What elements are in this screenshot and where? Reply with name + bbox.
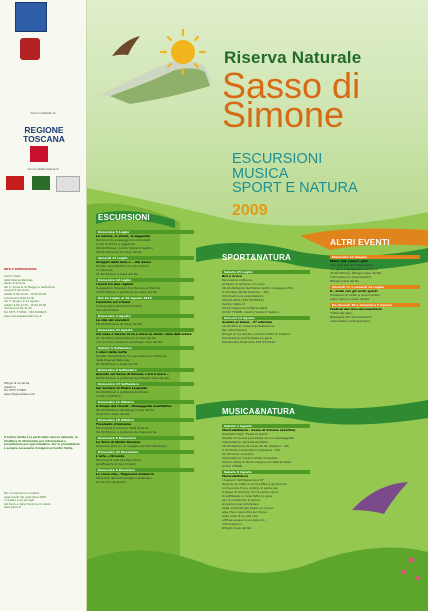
event-title: Il tempo dei ricordi - Passeggiata meditativa xyxy=(96,404,172,408)
text-line: dal 1° Aprile al 31 Maggio e Settembre: xyxy=(4,285,56,289)
event-date: Sabato 25 Luglio xyxy=(222,270,310,274)
event-detail: e da Pozzo Cantoniera (Carpegna - PU) xyxy=(222,448,281,452)
event-item xyxy=(96,256,194,276)
event-detail: 21.00 Ritrovo a Casa del Re xyxy=(96,362,138,366)
event-date: Domenica 18 Ottobre xyxy=(96,418,194,422)
provincia-arezzo-logo xyxy=(20,38,40,60)
event-date: Domenica 13 Settembre xyxy=(96,382,194,386)
event-date: Domenica 6 Settembre xyxy=(96,368,194,372)
event-detail: 15.00 Ritrovo: Rifugio Casa del Re xyxy=(330,271,382,275)
event-detail: Escursione sull'arte figurativa: xyxy=(96,458,142,462)
sub-musica: MUSICA xyxy=(232,165,289,182)
event-detail: (0722 75508) xyxy=(222,464,243,468)
text-line: sabato 9.00-12.00 - 15.00-18.00 xyxy=(4,292,47,296)
event-item xyxy=(222,424,310,468)
title-main xyxy=(222,65,361,135)
sport-list xyxy=(222,268,310,344)
event-detail: I Sussurri dell'Appennino III° xyxy=(222,478,265,482)
text-line: in questo e nei siti web xyxy=(4,499,35,503)
event-detail: Centro Visita di xyxy=(222,302,245,306)
event-detail: Suggestivo itinerario tra Toscana e Marche xyxy=(96,286,161,290)
text-line: dal 1° Giugno al 31 Agosto: xyxy=(4,300,40,304)
text-line: Tel. 0575 772807 xyxy=(4,389,27,393)
event-detail: Informazioni: Centro Visita di Sestino, xyxy=(222,456,279,460)
event-item xyxy=(330,303,420,323)
note-lines xyxy=(4,436,82,450)
event-date: Domenica 2 Agosto xyxy=(96,314,194,318)
event-title: E...state con gli occhi aperti xyxy=(330,289,378,293)
text-line: Il Centro Visita è la porta della riserva naturale, la struttura di riferimento per informazioni e prenotazioni per ogni iniziativa. Per le prenotazioni è sempre necessario rivolgersi al Centro Visita. xyxy=(4,436,80,450)
event-detail: sulla natura a Casa del Re xyxy=(330,297,370,301)
event-title: La Terra di Monte Rosseso xyxy=(96,440,141,444)
text-line: della Riserva Naturale xyxy=(4,278,33,282)
event-detail: Itinerario: Casa del Re xyxy=(96,412,130,416)
event-detail: Proiezioni di video e documentari xyxy=(330,293,381,297)
event-detail: Centro Visita di Ponte Cappuccini-Pietrarubbia xyxy=(222,460,292,464)
event-detail: al pianoro per ammirare xyxy=(222,502,259,506)
event-detail: per la colazione. Si arriva xyxy=(222,498,261,502)
collab-label: Con la collaborazione di xyxy=(27,168,59,171)
event-detail: (0722 75508), Centro Visita di Sestino xyxy=(222,310,280,314)
event-date: Sabato 8 Agosto xyxy=(222,470,310,474)
altri-heading: ALTRI EVENTI xyxy=(330,237,390,247)
event-title: Foveluzzo d'Autunno xyxy=(96,422,132,426)
event-date: Domenica 8 Novembre xyxy=(96,436,194,440)
event-detail: 09.30 Partenza dal Rifugio Casa del Re xyxy=(96,408,155,412)
collab-logo-3 xyxy=(56,176,80,192)
text-line: e domenica 9.00-12.30 xyxy=(4,296,35,300)
event-item xyxy=(96,418,194,434)
comunita-montana-logo xyxy=(15,2,47,32)
info-lines xyxy=(4,275,82,318)
event-item xyxy=(330,255,420,283)
event-detail: il Sasso di Simone con le pietre carico xyxy=(222,490,279,494)
event-detail: dalla sommità del Sasso un nuovo xyxy=(222,506,274,510)
text-line: Per il programma completo xyxy=(4,492,40,495)
title-line2: Sasso di xyxy=(222,65,361,106)
event-detail: 18.00 Ritrovo e partenza da Casa del Re xyxy=(96,290,157,294)
sub-sport: SPORT E NATURA xyxy=(232,180,358,196)
event-detail: Quartetto Klan "Festa in piano" xyxy=(222,432,269,436)
event-date: Sabato 1 Agosto xyxy=(222,424,310,428)
event-detail: Rifugio Casa del Re xyxy=(222,526,252,530)
event-detail: Prenotazioni partecipazione gara: xyxy=(222,336,273,340)
event-title: Sui sentieri di Pietro Leopoldo xyxy=(96,386,148,390)
event-title: Col naso e tasche in su a mirar le stelle: cielo dell'estate xyxy=(96,332,192,336)
text-line: domenica 9.00-12.30 xyxy=(4,307,32,311)
event-detail: 16.00 Ritrovo della manifestazione xyxy=(222,324,275,328)
event-detail: sole che si specchia sul mare... xyxy=(222,510,269,514)
event-detail: Informazioni e prenotazioni: xyxy=(222,294,265,298)
event-item xyxy=(96,296,194,312)
event-detail: soffuse sussurra sul pianoro... xyxy=(222,518,267,522)
event-item xyxy=(96,328,194,344)
musica-heading: MUSICA&NATURA xyxy=(222,407,296,416)
event-item xyxy=(96,230,194,254)
event-title: L'arte...ritrovata xyxy=(96,454,125,458)
event-detail: di sottilieste e corsa fatta in pace xyxy=(222,494,273,498)
event-detail: Polisportiva Pollicione 339 5774511 xyxy=(222,340,276,344)
event-item xyxy=(96,368,194,380)
event-date: Dal 24 Luglio al 30 Agosto 2010 xyxy=(96,296,194,300)
event-item xyxy=(96,346,194,366)
event-title: Bici e bruco xyxy=(222,274,242,278)
event-detail: Escursione tra boschi della Riserva xyxy=(96,426,149,430)
event-detail: Rifugio Casa del Re xyxy=(330,279,360,283)
toscana-word: TOSCANA xyxy=(23,134,65,144)
event-detail: si muovono fra le ombre, si parte per xyxy=(222,486,278,490)
text-line: www.parks.it xyxy=(4,506,21,510)
collab-logo-2 xyxy=(32,176,50,190)
event-detail: al Sasso di Simone con cena xyxy=(222,282,265,286)
event-detail: 09.00 Ritrovo: Centro Visita di Sestino xyxy=(96,246,154,250)
event-detail: Rifugio di Ca del Re e Centro Visita di Sestino. xyxy=(222,332,291,336)
event-detail: con gare a gruppi per i bambini xyxy=(330,267,378,271)
event-date: Sabato 5 Settembre xyxy=(96,346,194,350)
text-line: sabato 9.00-12.30 - 15.00-18.00 xyxy=(4,303,47,307)
event-item xyxy=(96,382,194,398)
event-item xyxy=(222,270,310,314)
event-date: Venerdì 17 Luglio xyxy=(96,256,194,260)
sub-escursioni: ESCURSIONI xyxy=(232,151,323,167)
event-detail: naturalistica nell'area protetta. xyxy=(222,440,269,444)
escursioni-heading: ESCURSIONI xyxy=(98,213,150,222)
event-title: Quando sul Sasso di Simone c'era il mare... xyxy=(96,372,170,376)
event-detail: Quando la notte è ancora fitta e gli animali xyxy=(222,482,287,486)
text-line: (Sestino) xyxy=(4,385,16,389)
event-date: Domenica 22 Novembre xyxy=(96,450,194,454)
event-title: La natura, la storia, le leggende xyxy=(96,234,151,238)
event-detail: 08.00 Partenza da Casa del Re xyxy=(96,322,142,326)
event-date: Domenica 6 Dicembre xyxy=(96,468,194,472)
event-detail: Serata di musica preceduta da una passeggiata xyxy=(222,436,294,440)
event-title: Le rocce che...fingevano d'azzurro xyxy=(96,472,155,476)
event-detail: Una giornata all'orienteering xyxy=(330,263,374,267)
text-line: Sasso di Simone xyxy=(4,282,26,286)
event-date: Da Giovedì 30 a domenica 2 Agosto xyxy=(330,303,420,307)
event-detail: le macine da guado xyxy=(96,480,126,484)
event-detail: 21.00 Inizio concerto xyxy=(222,452,254,456)
regione-word: REGIONE xyxy=(24,125,64,135)
altri-list xyxy=(330,253,420,323)
event-detail: Percorso tra paesaggi incontaminati, xyxy=(96,238,152,242)
event-detail: 21.00 Ritrovo a Casa del Re xyxy=(96,272,138,276)
event-detail: Alberto Brizi (333 6078019), xyxy=(222,298,265,302)
event-detail: in notturna xyxy=(96,268,113,272)
event-item xyxy=(96,278,194,294)
event-detail: Serata naturalistica con escursione in notturna xyxy=(96,354,167,358)
event-date: Venerdì 17 e venerdì 24 Luglio xyxy=(330,285,420,289)
event-detail: di San Cristoforo xyxy=(96,394,121,398)
event-detail: sulle note di un sax che xyxy=(222,514,258,518)
event-detail: Informazioni: xyxy=(222,522,242,526)
year: 2009 xyxy=(232,202,268,219)
text-line: Rifugio di Ca del Re xyxy=(4,382,30,385)
event-detail: "Città del sale" xyxy=(330,311,353,315)
title-line3: Simone xyxy=(222,94,345,135)
event-detail: naturalistico-antropologico xyxy=(330,319,371,323)
event-title: Cammino sul crinale xyxy=(96,300,131,304)
event-title: Musica&Natura - Sasso di Simone (Sestino) xyxy=(222,428,296,432)
event-detail: 16.00 Partenza da Piazza Centro Carpegna (PU) xyxy=(222,286,294,290)
event-title: Stregati dalla luna e ...dal Sasso xyxy=(96,260,152,264)
event-detail: Escursione notturna xyxy=(222,278,253,282)
event-date: Domenica 14 Giugno xyxy=(330,255,420,259)
event-detail: Ponte Cappuccini-Pietrarubbia xyxy=(222,306,268,310)
text-line: degli eventi del calendario 2009 xyxy=(4,495,46,499)
event-date: Domenica 5 Luglio xyxy=(96,230,194,234)
event-detail: Itinerario storico: un viaggio nell'Alto Medioevo xyxy=(96,444,167,448)
text-line: Tel. 0575 772842 - 339 5000625 xyxy=(4,310,47,314)
event-item xyxy=(96,468,194,484)
event-date: Domenica 23 Agosto xyxy=(96,328,194,332)
event-detail: Rassegna del documentario xyxy=(330,315,372,319)
event-detail: 08.45 Partenza da Casa del Re xyxy=(96,250,142,254)
info-title: INFO E PRENOTAZIONI xyxy=(4,268,37,271)
musica-list xyxy=(222,422,310,530)
event-detail: e da Casa del Re (Sestino - AR) xyxy=(222,290,269,294)
event-detail: Itinerario dell'archeologia industriale: xyxy=(96,476,153,480)
text-line: Centro Visita xyxy=(4,275,21,278)
event-detail: nella Riserva Naturale xyxy=(96,358,130,362)
event-detail: con piccola collezione al Rifugio casa del Re xyxy=(96,340,162,344)
regione-toscana-label xyxy=(14,126,74,144)
event-detail: Informazioni e prenotazioni: xyxy=(330,275,373,279)
sun-icon xyxy=(171,40,195,64)
event-detail: Serata naturalistica con escursione xyxy=(96,264,149,268)
event-title: I Sassi tra due regioni xyxy=(96,282,134,286)
event-item xyxy=(222,316,310,344)
event-title: Scalata al Sasso – 6ª edizione xyxy=(222,320,273,324)
left-panel xyxy=(0,0,87,611)
sponsor-label: Con il contributo di xyxy=(30,112,56,115)
event-item xyxy=(96,450,194,466)
text-line: www.riservesassodisimone.it xyxy=(4,314,42,318)
bird-icon xyxy=(112,36,140,56)
event-date: Domenica 11 Ottobre xyxy=(96,400,194,404)
event-detail: 21.30 Infine osservazione a Casa del Re xyxy=(96,336,156,340)
event-item xyxy=(330,285,420,301)
event-item xyxy=(96,400,194,416)
event-date: Domenica 19 Luglio xyxy=(96,278,194,282)
event-detail: Per informazioni: xyxy=(222,328,248,332)
regione-logo xyxy=(30,146,48,162)
event-date: Giovedì 13 Agosto xyxy=(222,316,310,320)
collab-logo-1 xyxy=(6,176,24,190)
event-item xyxy=(96,314,194,326)
text-line: venerdì 9.00-12.00, xyxy=(4,289,30,293)
event-detail: 09.30 Ritrovo e partenza dal Rifugio Casa del Re xyxy=(96,376,169,380)
event-title: La vita dei cavalieri xyxy=(96,318,130,322)
subtitle-block xyxy=(232,152,358,196)
event-title: Festival del cine-documentario xyxy=(330,307,383,311)
text-line: del Parco e della Provincia di Arezzo xyxy=(4,502,51,506)
event-detail: 09.00 Ritrovo e partenza dal Pozzo xyxy=(96,390,149,394)
program-lines xyxy=(4,492,82,510)
title-line1: Riserva Naturale xyxy=(224,48,362,67)
event-item xyxy=(222,470,310,530)
event-detail: Cinque appuntamenti sull'arte xyxy=(96,304,142,308)
sport-heading: SPORT&NATURA xyxy=(222,253,291,262)
rifugio-lines xyxy=(4,382,82,396)
text-line: www.rifugiocadelre.com xyxy=(4,392,36,396)
event-detail: del camminare xyxy=(96,308,119,312)
event-detail: 09.30 Ritrovo e partenza da Casa del Re xyxy=(96,430,157,434)
event-detail: 16.00 Partenza da Casa del Re (Sestino - AR) xyxy=(222,444,290,448)
event-item xyxy=(96,436,194,448)
event-detail: ricchi di storia e leggende xyxy=(96,242,135,246)
event-title: I colori della notte xyxy=(96,350,128,354)
event-detail: gli affreschi di San Donato xyxy=(96,462,136,466)
event-title: Mare..noi..come?..gne xyxy=(330,259,368,263)
escursioni-list xyxy=(96,228,194,484)
event-title: Musica&Natura xyxy=(222,474,248,478)
